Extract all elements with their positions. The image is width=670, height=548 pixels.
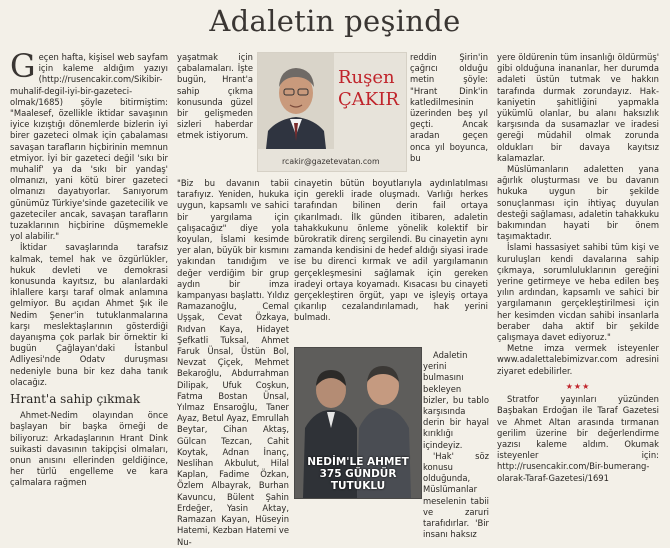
paragraph: "Biz bu davanın tabii tarafıyız. Yeniden, hukuka uygun, kapsamlı ve sahici bir yargılama için çalışacağız" diye yola koyulan, İslami kesimde yer alan, büyük bir kısmını yakından tanıdığım ve değer verdiğim bir grup aydın bir imza kampanyası başlattı. Yıldız Ramazanoğlu, Cemal Uşşak, Cevat Özkaya, Rıdvan Kaya, Hidayet Şefkatli Tuksal, Ahmet Faruk Ünsal, Üstün Bol, Nevzat Çiçek, Mehmet Bekaroğlu, Abdurrahman Dilipak, Ufuk Coşkun, Fatma Bostan Ünsal, Yılmaz Ensaroğlu, Taner Ayaz, Betul Ayaz, Emrullah Beytar, Cihan Aktaş, Gülcan Tezcan, Cahit Koytak, Adnan İnanç, Neslihan Akbulut, Hilal Kaplan, Fadime Özkan, Özlem Albayrak, Burhan Kavuncu, Bülent Şahin Erdeğer, Yasin Aktay, Ramazan Kayan, Hüseyin Hatemi, Kezban Hatemi ve Nu- [177,178,289,547]
paragraph: yaşatmak için çabalamaları. İşte bugün, Hrant'a sahip çıkma konusunda güzel bir gelişmeden sizleri haberdar etmek istiyorum. [177,52,253,141]
author-box [257,52,407,172]
paragraph: reddin Şirin'in çağrıcı olduğu metin şöyle: "Hrant Dink'in katledilmesinin üzerinden beş yıl geçti. Ancak aradan geçen onca yıl boyunca, bu [410,52,488,163]
paragraph: Stratfor yayınları yüzünden Başbakan Erdoğan ile Taraf Gazetesi ve Ahmet Altan arasında tırmanan gerilim üzerine bir değerlendirme yazısı kaleme aldım. Okumak isteyenler için: http://rusencakir.com/Bir-bumerang-olarak-Taraf-Gazetesi/1691 [497,394,659,483]
paragraph: Metne imza vermek isteyenler www.adalettalebimizvar.com adresini ziyaret edebilirler. [497,343,659,376]
paragraph: İslami hassasiyet sahibi tüm kişi ve kuruluşları kendi davalarına sahip çıkmaya, sorumluluklarının gereğini yerine getirmeye ve heba edilen beş yılın ardından, kapsamlı ve sahici bir yargılamanın gerçekleştirilmesi için her kesimden vicdan sahibi insanlarla beraber daha aktif bir şekilde çalışmaya davet ediyoruz." [497,242,659,343]
author-photo [258,53,334,149]
paragraph: 'Hak' söz konusu olduğunda, Müslümanlar meselenin tabii ve zaruri tarafıdırlar. 'Bir insanı haksız [423,450,489,540]
paragraph: Müslümanların adaletten yana ağırlık oluşturması ve bu davanın hukuka uygun bir şekilde sonuçlanması için ihtiyaç duyulan desteği sağlaması, adaletin tahakkuku bakımından hayati bir önem taşımaktadır. [497,164,659,242]
author-name: Ruşen ÇAKIR [338,67,399,110]
lead-paragraph [10,47,168,242]
column-1 [10,47,168,507]
paragraph: cinayetin bütün boyutlarıyla aydınlatılması için gerekli irade oluşmadı. Varlığı herkes tarafından bilinen derin fail ortaya çıkarılmadı. İlk günden itibaren, adaletin tahakkukunu önleme yönelik kolektif bir bürokratik direnç sergilendi. Bu cinayetin aynı zamanda kendisini de hedef aldığı siyasi irade ise bu direnci kırmak ve adil yargılamanın gerçekleşmesini sağlamak için gereken iradeyi ortaya koyamadı. Kısacası bu cinayeti gerçekleştiren örgüt, yapı ve işleyiş ortaya çıkarılıp cezalandırılamadı, hak yerini bulmadı. [294,178,488,323]
photo-caption: NEDİM'LE AHMET 375 GÜNDÜR TUTUKLU [307,456,409,492]
column-2-top [177,52,253,164]
news-photo [294,347,422,499]
headline: Adaletin peşinde [209,4,461,38]
column-3 [294,178,488,344]
section-separator: ★★★ [565,381,591,391]
column-2 [177,178,289,547]
paragraph: yere öldürenin tüm insanlığı öldürmüş' gibi olduğuna inananlar, her durumda adaleti üstün tutmak ve hakkın tarafında durmak zorundayız. Hak-kaniyetin şahitliğini yapmakla yükümlü olanlar, bu alanı haksızlık karşısında da susamazlar ve iradesi gereği müdahil olmak zorunda oldukları bir davaya kayıtsız kalamazlar. [497,52,659,163]
paragraph: Ahmet-Nedim olayından önce başlayan bir başka örneği de biliyoruz: Arkadaşlarının Hrant Dink suikasti davasının takipçisi olmaları, onun anısını ellerinden geldiğince, her türlü engelleme ve kara çalmalara rağmen [10,410,168,488]
paragraph: İktidar savaşlarında tarafsız kalmak, temel hak ve özgürlükler, hukuk devleti ve demokrasi konusunda kayıtsız, bu alanlardaki ihlallere karşı taraf olmak anlamına gelmiyor. Bu açıdan Ahmet Şık ile Nedim Şener'in tutuklanmalarına karşı meslektaşlarının gösterdiği dayanışma çok parlak bir örnektir ki bugün Çağlayan'daki İstanbul Adliyesi'nde Odatv duruşması nedeniyle buna bir kez daha tanık olacağız. [10,242,168,387]
subheading: Hrant'a sahip çıkmak [10,392,141,407]
author-email: rcakir@gazetevatan.com [282,157,380,166]
lead-paragraph-text: eçen hafta, kişisel web sayfam için kaleme aldığım yazıyı (http://rusencakir.com/Sikibir-muhalif-degil-iyi-bir-gazeteci-olmak/1685) şöyle bitirmiştim: "Maalesef, özellikle iktidar savaşının iyice kızıştığı dönemlerde bizlerin iyi birer gazeteci olmak için çabalaması savaşan tarafların hiçbirinin memnun etmiyor. İyi bir gazeteci değil 'sıkı bir muhalif' ya da 'sıkı bir yandaş' olmanızı, yani kötü birer gazeteci olmanızı dayatıyorlar. Sanıyorum günümüz Türkiye'sinde gazetecilik ve gazeteciler ancak, savaşan tarafların tuzaklarının hiçbirine düşmemekle yol alabilir." [10,52,168,242]
column-4 [497,52,659,508]
column-3-bottom [423,350,489,540]
paragraph: Adaletin yerini bulmasını bekleyen bizler, bu tablo karşısında derin bir hayal kırıklığı içindeyiz. [423,350,489,450]
column-3-top [410,52,488,164]
drop-cap: G [10,47,36,85]
